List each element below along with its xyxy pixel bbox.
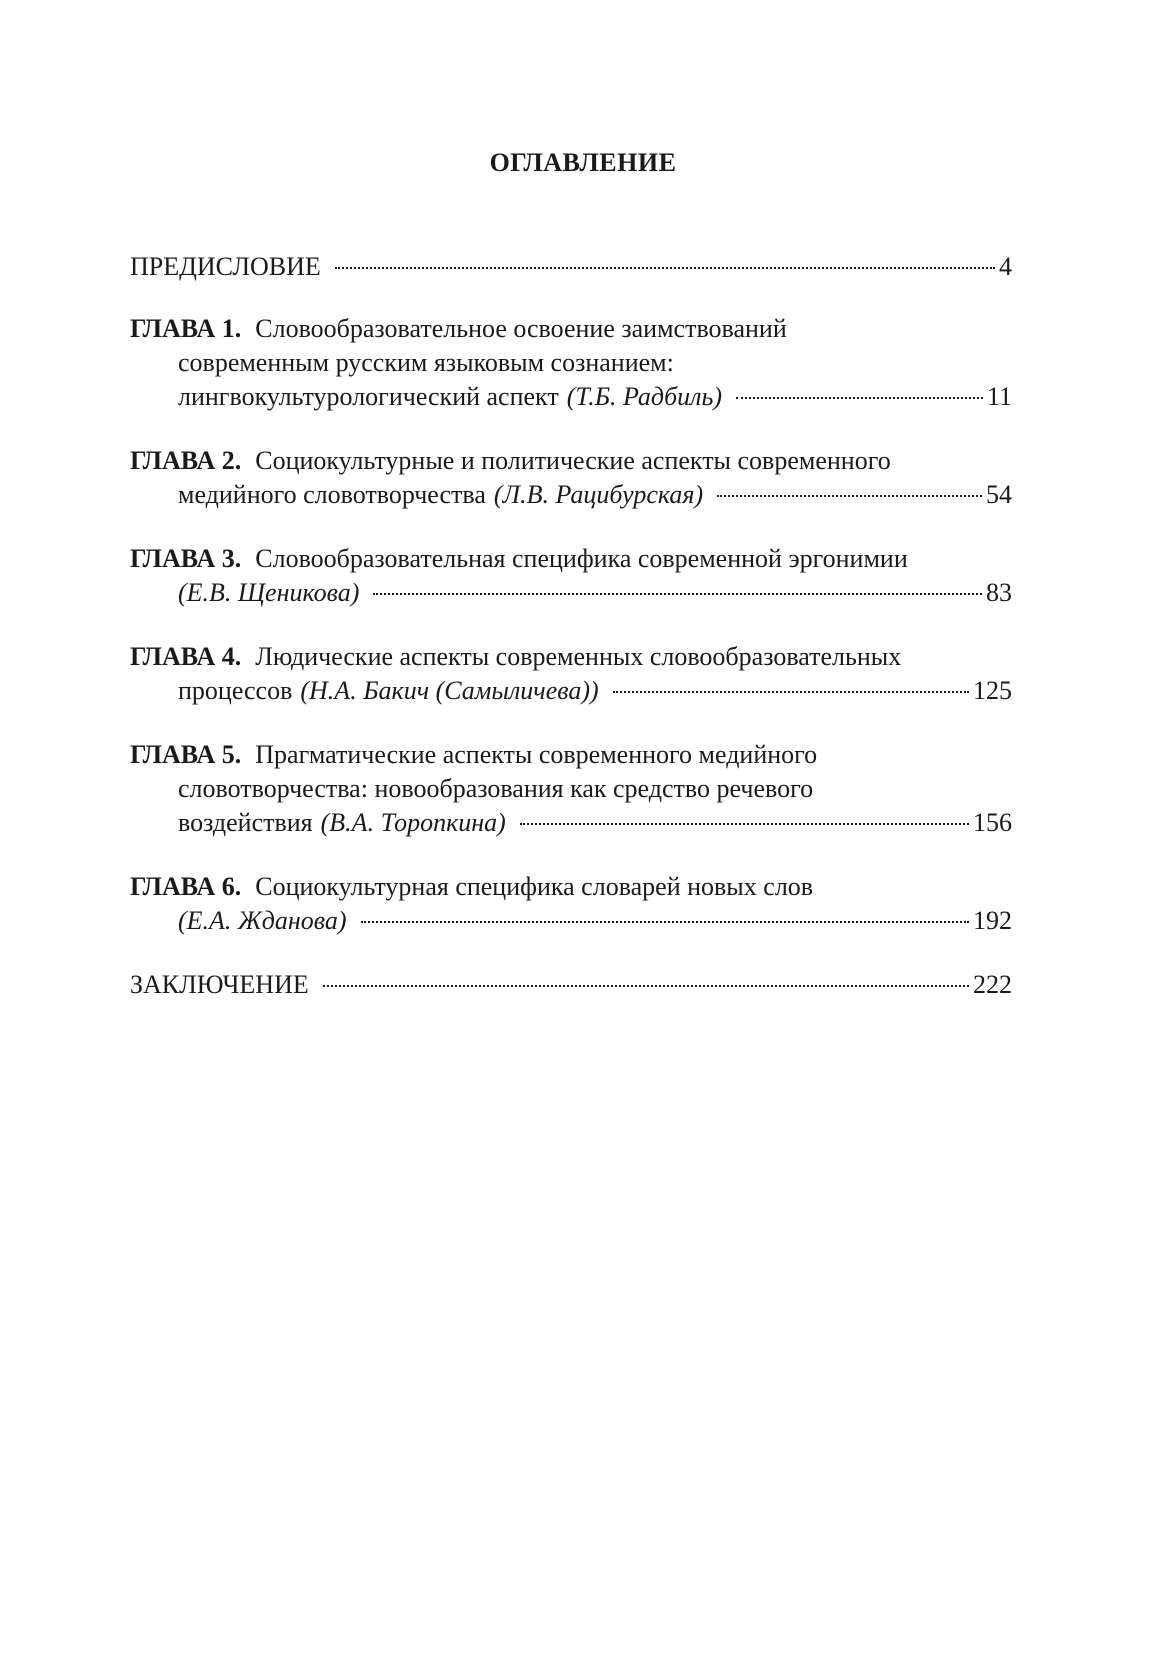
page-number: 222 <box>973 970 1012 999</box>
chapter-label: ГЛАВА 5. <box>130 740 242 769</box>
page-number: 4 <box>999 252 1012 281</box>
chapter-title-line: воздействия <box>178 808 313 837</box>
toc-entry-conclusion[interactable] <box>130 968 1012 1002</box>
table-of-contents <box>130 250 1012 1002</box>
chapter-title-line: словотворчества: новообразования как средство речевого <box>178 774 814 803</box>
page-number: 54 <box>986 480 1012 509</box>
chapter-author: (Л.В. Рацибурская) <box>493 480 704 509</box>
dot-leader <box>736 397 983 399</box>
page-number: 192 <box>973 906 1012 935</box>
chapter-title-line: Социокультурные и политические аспекты современного <box>255 446 891 475</box>
dot-leader <box>520 823 969 825</box>
chapter-author: (Т.Б. Радбиль) <box>566 382 722 411</box>
toc-entry-chapter-5[interactable] <box>130 738 1012 840</box>
chapter-label: ГЛАВА 1. <box>130 314 242 343</box>
chapter-title-line: Прагматические аспекты современного медийного <box>255 740 818 769</box>
chapter-label: ГЛАВА 6. <box>130 872 242 901</box>
page-number: 125 <box>973 676 1012 705</box>
toc-entry-preface[interactable] <box>130 250 1012 284</box>
page-title: ОГЛАВЛЕНИЕ <box>489 148 677 177</box>
chapter-title-line: Словообразовательное освоение заимствований <box>255 314 787 343</box>
dot-leader <box>335 267 995 269</box>
toc-entry-label: ПРЕДИСЛОВИЕ <box>130 252 321 281</box>
page-number: 83 <box>986 578 1012 607</box>
toc-entry-chapter-2[interactable] <box>130 444 1012 512</box>
toc-entry-chapter-3[interactable] <box>130 542 1012 610</box>
toc-entry-chapter-6[interactable] <box>130 870 1012 938</box>
chapter-author: (Н.А. Бакич (Самыличева)) <box>300 676 599 705</box>
chapter-title-line: современным русским языковым сознанием: <box>178 348 674 377</box>
chapter-author: (Е.А. Жданова) <box>178 906 347 935</box>
chapter-title-line: лингвокультурологический аспект <box>178 382 559 411</box>
chapter-author: (В.А. Торопкина) <box>320 808 506 837</box>
dot-leader <box>361 921 969 923</box>
page-number: 11 <box>986 382 1012 411</box>
chapter-label: ГЛАВА 3. <box>130 544 242 573</box>
toc-entry-chapter-4[interactable] <box>130 640 1012 708</box>
dot-leader <box>613 691 969 693</box>
chapter-title-line: медийного словотворчества <box>178 480 486 509</box>
toc-entry-label: ЗАКЛЮЧЕНИЕ <box>130 970 309 999</box>
dot-leader <box>373 593 982 595</box>
chapter-title-line: процессов <box>178 676 293 705</box>
chapter-label: ГЛАВА 4. <box>130 642 242 671</box>
chapter-title-line: Словообразовательная специфика современной эргонимии <box>255 544 908 573</box>
chapter-title-line: Людические аспекты современных словообразовательных <box>255 642 902 671</box>
chapter-title-line: Социокультурная специфика словарей новых слов <box>255 872 814 901</box>
chapter-author: (Е.В. Щеникова) <box>178 578 360 607</box>
chapter-label: ГЛАВА 2. <box>130 446 242 475</box>
page-number: 156 <box>973 808 1012 837</box>
dot-leader <box>717 495 982 497</box>
toc-entry-chapter-1[interactable] <box>130 312 1012 414</box>
dot-leader <box>323 985 969 987</box>
